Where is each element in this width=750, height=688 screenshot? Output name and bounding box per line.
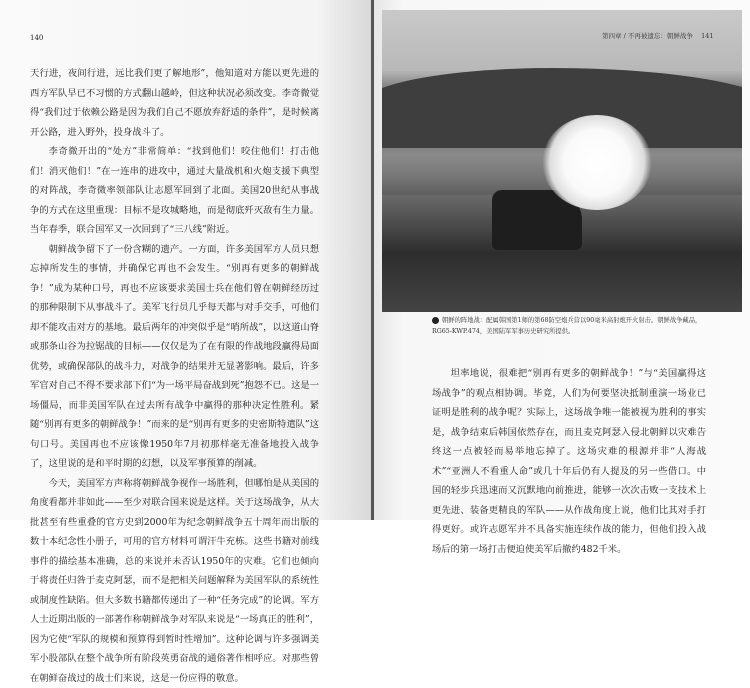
paragraph: 朝鲜战争留下了一份含糊的遗产。一方面，许多美国军方人员只想忘掉所发生的事情，并确保它再也不会发生。“别再有更多的朝鲜战争！”成为某种口号，再也不应该要求美国士兵在他们曾在朝鲜经历过的那种限制下从事战斗了。美军飞行员几乎每天都与对手交手，可他们却不能攻击对方的基地。最后两年的冲突似乎是“哨所战”，以这道山脊或那条山谷为拉锯战的目标——仅仅是为了在有限的作战地段赢得局面优势，或确保部队的战斗力，对战争的结果并无显著影响。最后，许多军官对自己不得不要求部下们“为一场平局奋战到死”抱怨不已。这是一场僵局，而非美国军队在过去所有战争中赢得的那种决定性胜利。紧随“别再有更多的朝鲜战争！”而来的是“别再有更多的史密斯特遣队”这句口号。美国再也不应该像1950年7月初那样毫无准备地投入战争了，这里说的是和平时期的幻想，以及军事预算的削减。	[30, 240, 319, 474]
chapter-title: 第四章 / 不再被遗忘：朝鲜战争	[602, 32, 693, 40]
left-page	[0, 0, 372, 520]
artillery-photo	[382, 10, 742, 312]
body-text	[30, 64, 319, 688]
photo-caption	[432, 315, 712, 337]
running-header	[602, 31, 714, 40]
paragraph: 李奇微开出的“处方”非常简单：“找到他们！咬住他们！打击他们！消灭他们！”在一连串的进攻中，通过大量战机和火炮支援下典型的对阵战，李奇微率领部队让志愿军回到了北面。美国20世纪从事战争的方式在这里重现：目标不是攻城略地，而是彻底歼灭敌有生力量。当年春季，联合国军又一次回到了“三八线”附近。	[30, 142, 319, 240]
body-text	[432, 364, 706, 559]
paragraph: 坦率地说，很难把“别再有更多的朝鲜战争！”与“美国赢得这场战争”的观点相协调。毕竟，人们为何要坚决抵制重演一场业已证明是胜利的战争呢？实际上，这场战争唯一能被视为胜利的事实是，战争结束后韩国依然存在，而且麦克阿瑟入侵北朝鲜以灾难告终这一点被轻而易举地忘掉了。这场灾难的根源并非“人海战术”“亚洲人不看重人命”或几十年后仍有人提及的另一些借口。中国的轻步兵迅速而又沉默地向前推进，能够一次次击败一支技术上更先进、装备更精良的军队——从作战角度上说，他们比其对手打得更好。或许志愿军并不具备实施连续作战的能力，但他们投入战场后的第一场打击便迫使美军后撤约482千米。	[432, 364, 706, 559]
right-page	[374, 0, 750, 520]
paragraph: 天行进，夜间行进，远比我们更了解地形”，他知道对方能以更先进的西方军队早已不习惯的方式翻山越岭，但这种状况必须改变。李奇微觉得“我们过于依赖公路是因为我们自己不愿放弃舒适的条件”，是时候离开公路，进入野外，投身战斗了。	[30, 64, 319, 142]
caption-bullet-icon	[432, 317, 439, 324]
page-number: 141	[701, 32, 713, 40]
page-number: 140	[30, 34, 43, 42]
caption-text: 朝鲜的阵地战：配属韩国第1师的第68防空炮兵营以90毫米高射炮开火射击。朝鲜战争藏品，RG65-KWP.474，美国陆军军事历史研究所提供。	[432, 317, 701, 335]
photo-muzzle-blast	[542, 115, 652, 210]
paragraph: 今天，美国军方声称将朝鲜战争视作一场胜利，但哪怕是从美国的角度看都并非如此——至少对联合国来说是这样。关于这场战争，从大批甚至有些重叠的官方史到2000年为纪念朝鲜战争五十周年而出版的数十本纪念性小册子，可用的官方材料可谓汗牛充栋。这些书籍对前线事件的描绘基本准确，总的来说并未否认1950年的灾难。它们也倾向于将责任归咎于麦克阿瑟，而不是把相关问题解释为美国军队的系统性或制度性缺陷。但大多数书籍都传递出了一种“任务完成”的论调。军方人士近期出版的一部著作称朝鲜战争对军队来说是“一场真正的胜利”，因为它使“军队的规模和预算得到暂时性增加”。这种论调与许多强调美军小股部队在整个战争所有阶段英勇奋战的通俗著作相呼应。对那些曾在朝鲜奋战过的战士们来说，这是一份应得的敬意。	[30, 474, 319, 688]
